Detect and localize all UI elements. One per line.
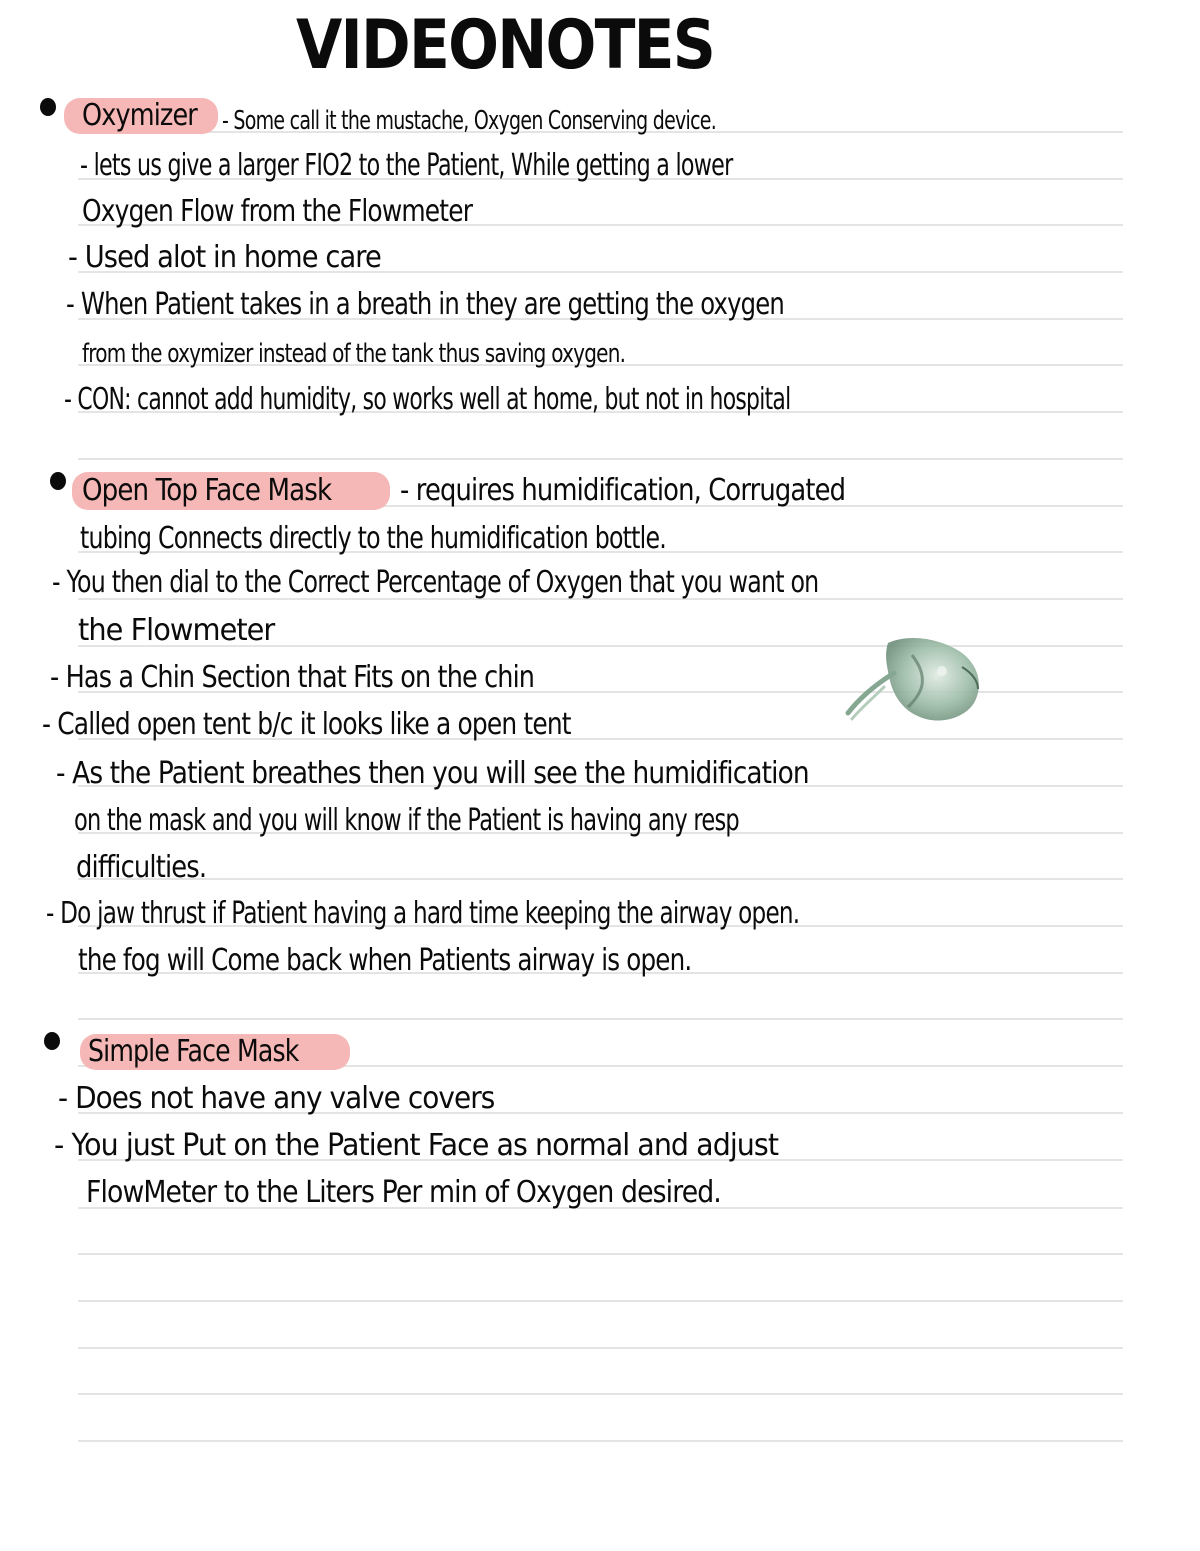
ruled-line [78, 1347, 1123, 1349]
face-mask-icon [838, 633, 998, 727]
ruled-line [78, 1440, 1123, 1442]
ruled-line [78, 1393, 1123, 1395]
note-line: - Do jaw thrust if Patient having a hard time keeping the airway open. [46, 896, 800, 931]
note-line: - You then dial to the Correct Percentage of Oxygen that you want on [52, 565, 819, 600]
note-line: the Flowmeter [78, 613, 275, 648]
bullet-dot [44, 1032, 60, 1050]
note-line: from the oxymizer instead of the tank thus saving oxygen. [82, 339, 626, 369]
note-line: difficulties. [76, 850, 207, 885]
bullet-dot [50, 472, 66, 490]
section-heading-open-top-face-mask: Open Top Face Mask [82, 473, 332, 508]
note-line: tubing Connects directly to the humidification bottle. [80, 521, 666, 556]
note-line: - Some call it the mustache, Oxygen Conserving device. [222, 106, 717, 136]
ruled-line [78, 878, 1123, 880]
bullet-dot [40, 98, 56, 116]
ruled-line [78, 1253, 1123, 1255]
note-line: the fog will Come back when Patients airway is open. [78, 943, 692, 978]
note-line: - requires humidification, Corrugated [400, 473, 846, 508]
section-heading-simple-face-mask: Simple Face Mask [88, 1034, 299, 1069]
note-line: - lets us give a larger FIO2 to the Patient, While getting a lower [80, 148, 733, 183]
note-line: - Called open tent b/c it looks like a open tent [42, 707, 571, 742]
section-heading-oxymizer: Oxymizer [82, 98, 197, 133]
note-line: - Has a Chin Section that Fits on the chin [50, 660, 535, 695]
note-line: - CON: cannot add humidity, so works well at home, but not in hospital [64, 382, 791, 417]
note-line: Oxygen Flow from the Flowmeter [82, 194, 473, 229]
note-line: - Used alot in home care [68, 240, 381, 275]
note-line: - You just Put on the Patient Face as normal and adjust [54, 1128, 779, 1163]
note-line: - When Patient takes in a breath in they are getting the oxygen [66, 287, 785, 322]
page-title: VIDEONOTES [296, 6, 715, 85]
ruled-line [78, 1018, 1123, 1020]
ruled-line [78, 458, 1123, 460]
note-line: - Does not have any valve covers [58, 1081, 495, 1116]
note-line: FlowMeter to the Liters Per min of Oxygen desired. [86, 1175, 721, 1210]
note-line: on the mask and you will know if the Patient is having any resp [74, 803, 739, 838]
ruled-line [78, 1300, 1123, 1302]
note-line: - As the Patient breathes then you will see the humidification [56, 756, 809, 791]
